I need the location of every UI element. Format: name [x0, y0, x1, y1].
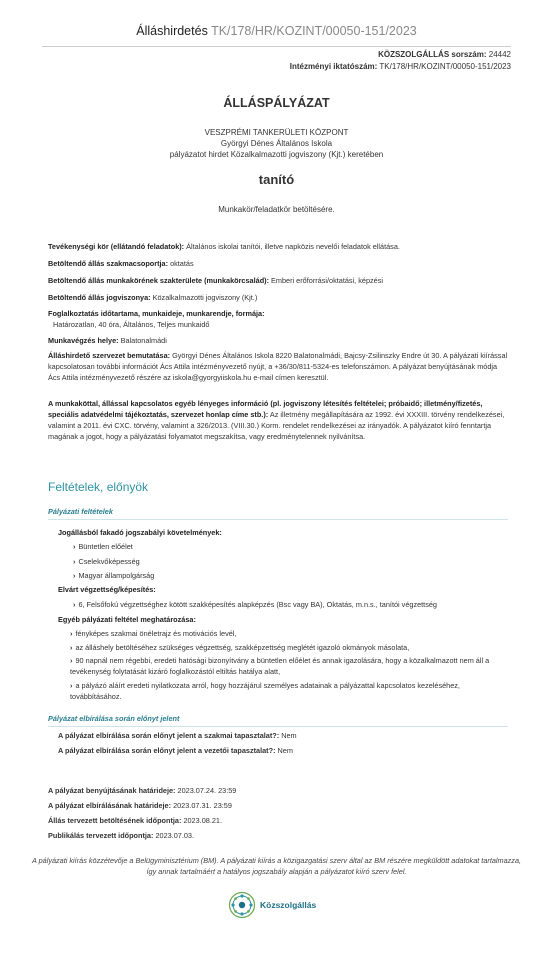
kozszolgallas-logo — [228, 890, 316, 920]
chevron-right-icon: › — [70, 656, 73, 665]
chevron-right-icon: › — [70, 681, 73, 690]
list-item: › 90 napnál nem régebbi, eredeti hatósági bizonyítvány a büntetlen előélet és annak igazolására, hogy a közalkalmazott nem áll a tevékenység folytatását kizáró foglalkozástól eltiltás hatálya alatt, — [70, 656, 490, 676]
iktato-label: Intézményi iktatószám: — [289, 62, 378, 71]
hely-label: Munkavégzés helye: — [48, 336, 119, 345]
tevekenyseg-label: Tevékenységi kör (ellátandó feladatok): — [48, 242, 185, 251]
document-header — [0, 24, 553, 38]
iktato-row — [290, 62, 511, 71]
header-ref: TK/178/HR/KOZINT/00050-151/2023 — [211, 24, 417, 38]
tevekenyseg-value: Általános iskolai tanítói, illetve napközis nevelői feladatok ellátása. — [186, 242, 400, 251]
jogviszony-row — [48, 292, 510, 303]
header-prefix: Álláshirdetés — [136, 24, 208, 38]
list-item: › Magyar állampolgárság — [73, 571, 155, 580]
group2-heading: Elvárt végzettség/képesítés: — [58, 585, 156, 594]
elony-q2-label: A pályázat elbírálása során előnyt jelent a vezetői tapasztalat?: — [58, 746, 276, 755]
hely-row — [48, 335, 510, 346]
list-item: › fényképes szakmai önéletrajz és motivációs levél, — [70, 629, 237, 638]
iktato-value: TK/178/HR/KOZINT/00050-151/2023 — [379, 62, 511, 71]
sub-divider — [48, 726, 508, 727]
date-value: 2023.07.24. 23:59 — [177, 786, 237, 795]
foglalkoztatas-row — [48, 308, 510, 319]
chevron-right-icon: › — [70, 643, 73, 652]
date-row — [48, 816, 222, 825]
date-value: 2023.07.31. 23:59 — [173, 801, 232, 810]
list-item: › 6, Felsőfokú végzettséghez kötött szakképesítés alapképzés (Bsc vagy BA), Oktatás, m.n.s., tanítói végzettség — [73, 600, 437, 609]
palyazati-feltetelek-heading: Pályázati feltételek — [48, 507, 113, 516]
szakterulet-row — [48, 275, 510, 286]
date-value: 2023.07.03. — [155, 831, 195, 840]
tevekenyseg-row — [48, 241, 510, 252]
szakmacsoport-value: oktatás — [170, 259, 194, 268]
foglalkoztatas-label: Foglalkoztatás időtartama, munkaideje, munkarendje, formája: — [48, 309, 265, 318]
logo-text: Közszolgállás — [260, 900, 317, 910]
szakterulet-label: Betöltendő állás munkakörének szakterülete (munkakörcsalád): — [48, 276, 270, 285]
issuer-line3: pályázatot hirdet Közalkalmazotti jogviszony (Kjt.) keretében — [169, 150, 384, 159]
bemutatas-row — [48, 350, 510, 383]
szakmacsoport-label: Betöltendő állás szakmacsoportja: — [48, 259, 169, 268]
list-item: › Büntetlen előélet — [73, 542, 133, 551]
chevron-right-icon: › — [70, 629, 73, 638]
info-label: A munkaköttal, állással kapcsolatos egyéb lényeges információ (pl. jogviszony létesítés feltételei; próbaidő; illetmény/fizetés, speciális adatvédelmi tájékoztatás, szervezet honlap címe stb.): — [48, 399, 483, 419]
position-title: tanító — [258, 172, 295, 187]
jogviszony-value: Közalkalmazotti jogviszony (Kjt.) — [152, 293, 258, 302]
list-item: › Cselekvőképesség — [73, 557, 140, 566]
sorszam-value: 24442 — [488, 50, 511, 59]
bemutatas-label: Álláshirdető szervezet bemutatása: — [48, 351, 171, 360]
date-row — [48, 801, 232, 810]
position-sub: Munkakör/feladatkör betöltésére. — [218, 205, 335, 214]
elony-q2-value: Nem — [277, 746, 293, 755]
group1-heading: Jogállásból fakadó jogszabályi követelmények: — [58, 528, 222, 537]
elony-heading: Pályázat elbírálása során előnyt jelent — [48, 714, 180, 723]
chevron-right-icon: › — [73, 571, 76, 580]
list-item: › az álláshely betöltéséhez szükséges végzettség, szakképzettség meglétét igazoló okmányok másolata, — [70, 643, 410, 652]
sorszam-row — [378, 50, 511, 59]
date-row — [48, 831, 194, 840]
szakmacsoport-row — [48, 258, 510, 269]
section-title: Feltételek, előnyök — [48, 480, 149, 494]
group3-heading: Egyéb pályázati feltétel meghatározása: — [58, 615, 196, 624]
issuer-line2: Györgyi Dénes Általános Iskola — [220, 139, 333, 148]
elony-q1-value: Nem — [281, 731, 297, 740]
main-title: ÁLLÁSPÁLYÁZAT — [223, 96, 330, 110]
issuer-line1: VESZPRÉMI TANKERÜLETI KÖZPONT — [204, 128, 349, 137]
kozszolgallas-logo-icon — [228, 891, 256, 919]
jogviszony-label: Betöltendő állás jogviszonya: — [48, 293, 151, 302]
date-label: Állás tervezett betöltésének időpontja: — [48, 816, 182, 825]
info-value: Az illetmény megállapítására az 1992. évi XXXIII. törvény rendelkezései, valamint a 2011. évi CXC. törvény, valamint a 326/2013. (VIII.30.) Korm. rendelet rendelkezései az irányadók. A pályázatot kiíró fenntartja magának a jogot, hogy a pályázatási folyamatot megszakítsa, vagy eredménytelennek nyilvánítsa. — [48, 410, 505, 441]
chevron-right-icon: › — [73, 557, 76, 566]
bemutatas-value: Györgyi Dénes Általános Iskola 8220 Balatonalmádi, Bajcsy-Zsilinszky Endre út 30. A pályázati kiírással kapcsolatosan további információt Ács Attila intézményvezető nyújt, a +36/30/811-5324-es telefonszámon. A pályázat benyújtásának módja Ács Attila intézményvezető részére az iskola@gyorgyiiskola.hu e-mail címen keresztül. — [48, 351, 508, 382]
list-item: › a pályázó aláírt eredeti nyilatkozata arról, hogy hozzájárul személyes adatainak a pályázattal kapcsolatos kezeléséhez, továbbításához. — [70, 681, 460, 701]
header-divider — [42, 46, 511, 47]
date-row — [48, 786, 236, 795]
date-label: A pályázat benyújtásának határideje: — [48, 786, 176, 795]
chevron-right-icon: › — [73, 600, 76, 609]
footer-note: A pályázati kiírás közzétevője a Belügyminisztérium (BM). A pályázati kiírás a közigazgatási szerv által az BM részére megküldött adatokat tartalmazza, így annak tartalmáért a hatályos jogszabály alapján a pályázatot kiíró szerv felel. — [31, 856, 522, 876]
elony-q2 — [58, 746, 293, 755]
elony-q1 — [58, 731, 297, 740]
sorszam-label: KÖZSZOLGÁLLÁS sorszám: — [378, 50, 487, 59]
elony-q1-label: A pályázat elbírálása során előnyt jelent a szakmai tapasztalat?: — [58, 731, 280, 740]
date-label: Publikálás tervezett időpontja: — [48, 831, 154, 840]
chevron-right-icon: › — [73, 542, 76, 551]
date-value: 2023.08.21. — [183, 816, 222, 825]
sub-divider — [48, 519, 508, 520]
foglalkoztatas-value: Határozatlan, 40 óra, Általános, Teljes munkaidő — [53, 320, 210, 329]
hely-value: Balatonalmádi — [120, 336, 167, 345]
info-row — [48, 398, 510, 442]
szakterulet-value: Emberi erőforrási/oktatási, képzési — [271, 276, 383, 285]
date-label: A pályázat elbírálásának határideje: — [48, 801, 172, 810]
